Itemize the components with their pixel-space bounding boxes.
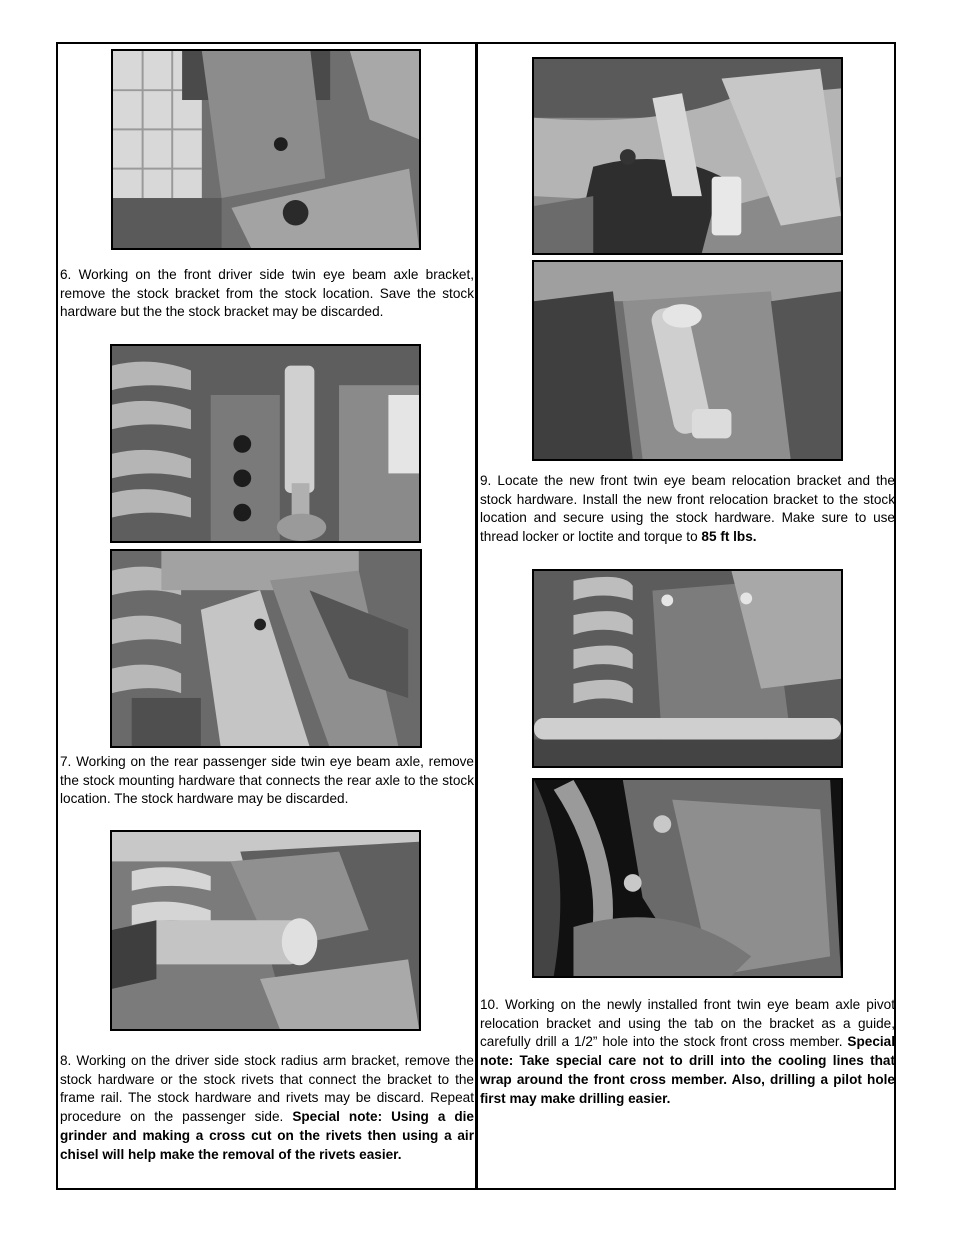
step-9-text (480, 472, 895, 547)
photo-new-bracket-location (532, 57, 843, 255)
step-8-special-note: Special note: Using a die grinder and making a cross cut on the rivets then using a air chisel will help make the removal of the rivets easier. (60, 1109, 474, 1162)
photo-torque-wrench (532, 260, 843, 461)
step-10-text (480, 996, 895, 1108)
photo-stock-axle-bracket (111, 49, 421, 250)
step-9-body: 9. Locate the new front twin eye beam relocation bracket and the stock hardware. Install the new front relocation bracket to the stock location and secure using the stock hardware. Make sure to use thread locker or loctite and torque to (480, 473, 895, 545)
photo-bracket-removed (110, 549, 422, 748)
photo-bracket-closeup (532, 778, 843, 978)
step-8-body: 8. Working on the driver side stock radius arm bracket, remove the stock hardware or the stock rivets that connect the bracket to the frame rail. The stock hardware and rivets may be discard. Repeat procedure on the passenger side. (60, 1053, 474, 1125)
step-10-body: 10. Working on the newly installed front twin eye beam axle pivot relocation bracket and using the tab on the bracket as a guide, carefully drill a 1/2” hole into the stock front cross member. (480, 997, 895, 1050)
step-6-text: 6. Working on the front driver side twin eye beam axle bracket, remove the stock bracket from the stock location. Save the stock hardware but the the stock bracket may be discarded. (60, 267, 474, 320)
step-8-text (60, 1052, 474, 1164)
step-9-torque-spec: 85 ft lbs. (701, 529, 757, 545)
step-10-special-note: Special note: Take special care not to drill into the cooling lines that wrap around the front cross member. Also, drilling a pilot hole first may make drilling easier. (480, 1034, 896, 1106)
photo-rear-axle-hardware (110, 830, 421, 1031)
photo-installed-bracket (532, 569, 843, 768)
column-divider (475, 42, 478, 1190)
photo-wrench-on-bracket (110, 344, 421, 543)
step-7-text: 7. Working on the rear passenger side twin eye beam axle, remove the stock mounting hardware that connects the rear axle to the stock location. The stock hardware may be discarded. (60, 754, 474, 807)
